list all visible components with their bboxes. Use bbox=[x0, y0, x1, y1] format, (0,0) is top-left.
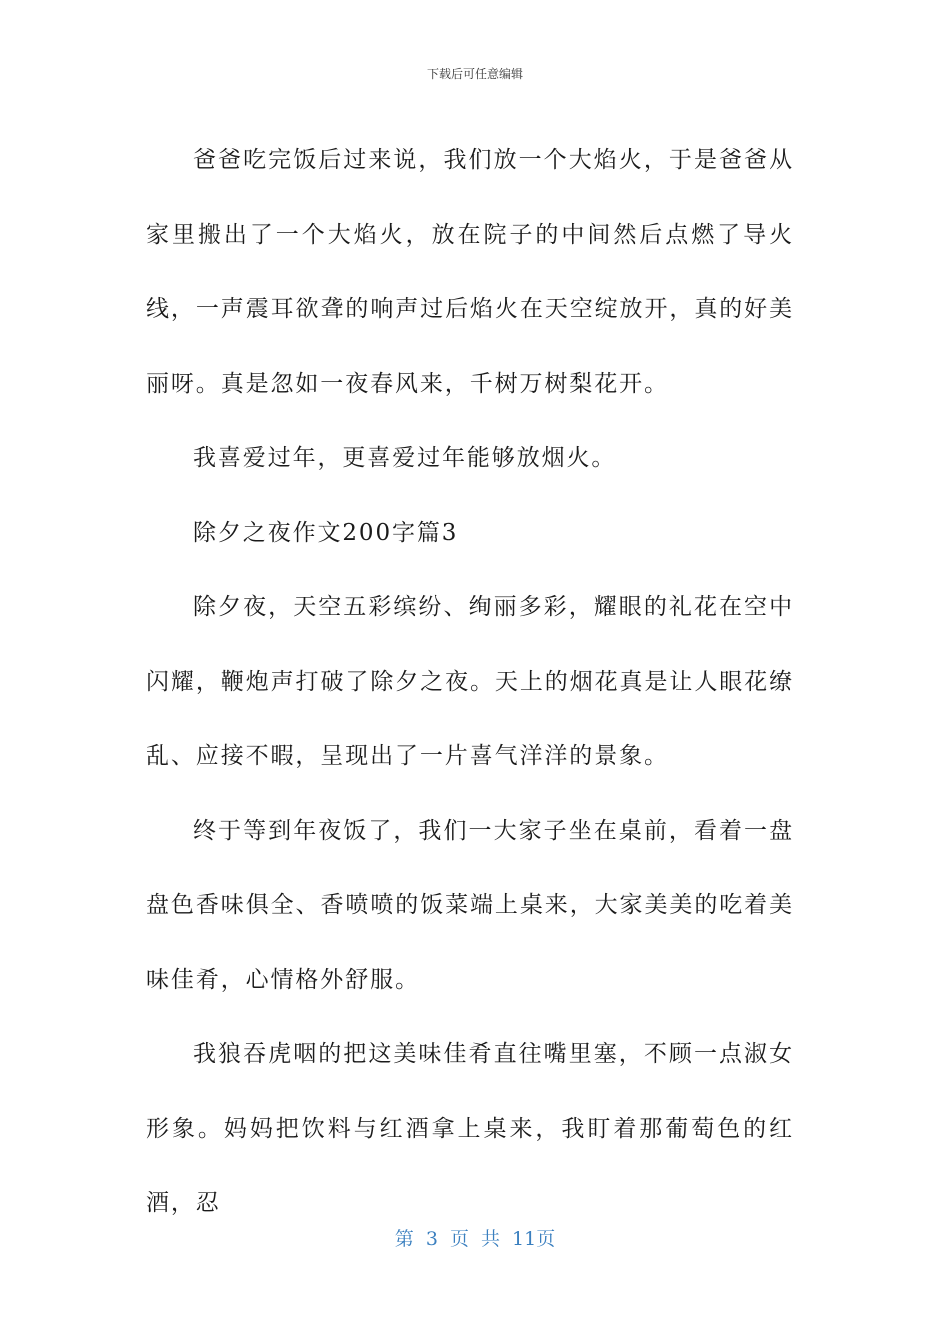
paragraph-eating: 我狼吞虎咽的把这美味佳肴直往嘴里塞，不顾一点淑女形象。妈妈把饮料与红酒拿上桌来，我盯着那葡萄色的红酒，忍 bbox=[146, 1041, 794, 1216]
section-heading: 除夕之夜作文200字篇3 bbox=[193, 519, 459, 546]
paragraph-love-new-year: 我喜爱过年，更喜爱过年能够放烟火。 bbox=[193, 445, 617, 471]
paragraph-new-year-eve-sky: 除夕夜，天空五彩缤纷、绚丽多彩，耀眼的礼花在空中闪耀，鞭炮声打破了除夕之夜。天上的烟花真是让人眼花缭乱、应接不暇，呈现出了一片喜气洋洋的景象。 bbox=[146, 594, 794, 769]
paragraph-reunion-dinner: 终于等到年夜饭了，我们一大家子坐在桌前，看着一盘盘色香味俱全、香喷喷的饭菜端上桌来，大家美美的吃着美味佳肴，心情格外舒服。 bbox=[146, 817, 794, 993]
paragraph-fireworks: 爸爸吃完饭后过来说，我们放一个大焰火，于是爸爸从家里搬出了一个大焰火，放在院子的中间然后点燃了导火线，一声震耳欲聋的响声过后焰火在天空绽放开，真的好美丽呀。真是忽如一夜春风来，千树万树梨花开。 bbox=[146, 147, 794, 397]
page-header: 下载后可任意编辑 bbox=[426, 67, 523, 81]
page-number-footer: 第 3 页 共 11页 bbox=[394, 1228, 556, 1250]
document-body bbox=[146, 123, 794, 1241]
